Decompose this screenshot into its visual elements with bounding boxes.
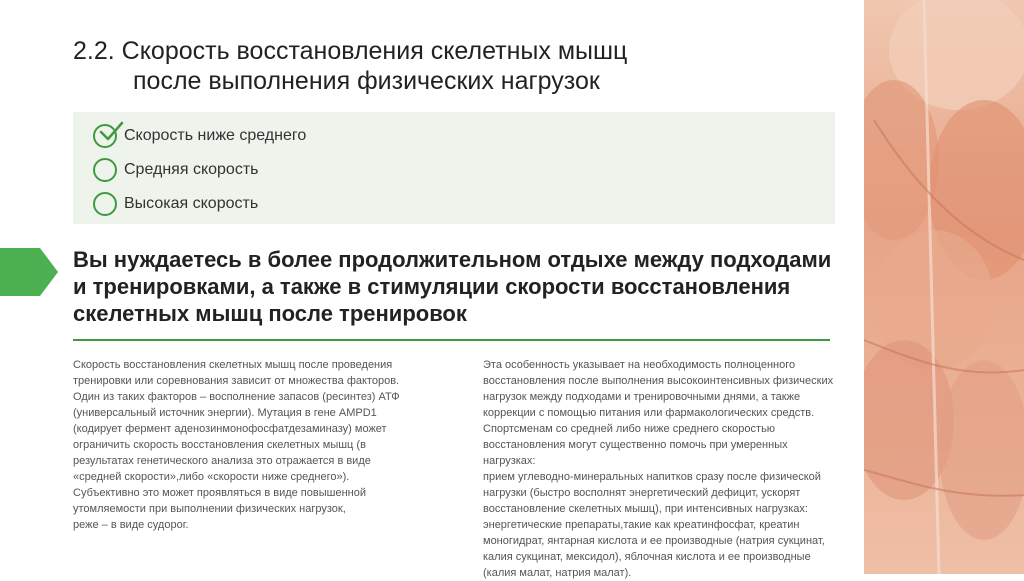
- check-icon: [98, 120, 124, 146]
- text-column-left: [73, 357, 435, 533]
- arrow-marker-icon: [0, 248, 58, 296]
- option-high[interactable]: [93, 190, 258, 218]
- title-line-2: после выполнения физических нагрузок: [133, 67, 600, 95]
- speed-options-panel: [73, 112, 835, 224]
- circle-icon: [93, 192, 117, 216]
- muscle-anatomy-image: [864, 0, 1024, 574]
- option-average[interactable]: [93, 156, 258, 184]
- text-column-right: [483, 357, 843, 581]
- option-below-average[interactable]: [93, 122, 306, 150]
- checked-circle-icon: [93, 124, 117, 148]
- result-headline: Вы нуждаетесь в более продолжительном отдыхе между подходами и тренировками, а также в стимуляции скорости восстановления скелетных мышц после тренировок: [73, 247, 832, 326]
- paragraph-left: Скорость восстановления скелетных мышц после проведения тренировки или соревнования зависит от множества факторов. Один из таких факторов – восполнение запасов (ресинтез) АТФ (универсальный источник энергии). Мутация в гене AMPD1 (кодирует фермент аденозинмонофосфатдезаминазу) может ограничить скорость восстановления скелетных мышц (в результатах генетического анализа это отражается в виде «средней скорости»,либо «скорости ниже среднего»). Субъективно это может проявляться в виде повышенной утомляемости при выполнении физических нагрузок, реже – в виде судорог.: [73, 359, 400, 531]
- title-line-1: 2.2. Скорость восстановления скелетных мышц: [73, 37, 628, 65]
- option-label: Высокая скорость: [124, 195, 259, 212]
- page-title: [73, 36, 627, 96]
- circle-icon: [93, 158, 117, 182]
- option-label: Скорость ниже среднего: [124, 127, 307, 144]
- option-label: Средняя скорость: [124, 161, 259, 178]
- paragraph-right: Эта особенность указывает на необходимость полноценного восстановления после выполнения высокоинтенсивных физических нагрузок между подходами и тренировочными днями, а также коррекции с помощью питания или фармакологических средств. Спортсменам со средней либо ниже среднего скоростью восстановления могут существенно помочь при умеренных нагрузках: прием углеводно-минеральных напитков сразу после физической нагрузки (быстро восполнят энергетический дефицит, ускорят восстановление скелетных мышц), при интенсивных нагрузках: энергетические препараты,такие как креатинфосфат, креатин моногидрат, янтарная кислота и ее производные (натрия сукцинат, калия сукцинат, мексидол), яблочная кислота и ее производные (калия малат, натрия малат).: [483, 359, 834, 579]
- divider: [73, 339, 830, 341]
